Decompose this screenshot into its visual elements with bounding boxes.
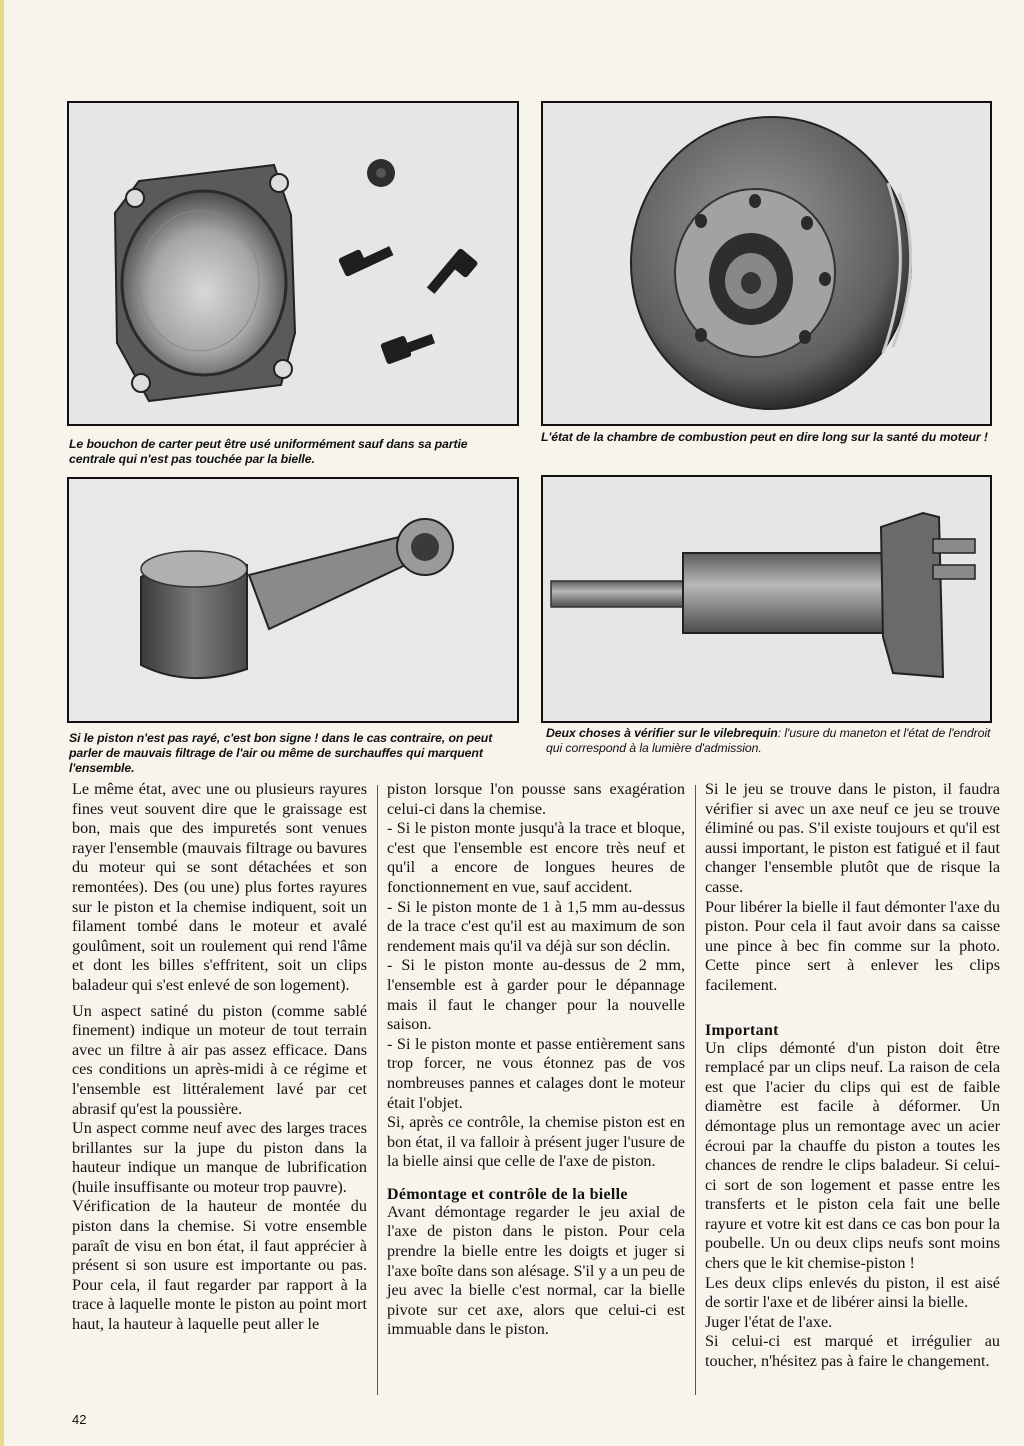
col3-paragraph: Si le jeu se trouve dans le piston, il faudra vérifier si avec un axe neuf ce jeu se trouve éliminé ou pas. S'il existe toujours et qu'il est aussi important, le piston est fatigué et il faut changer l'ensemble plutôt que de risque la casse. <box>705 780 1000 896</box>
article-column-3 <box>705 780 1000 1372</box>
col3-paragraph: Un clips démonté d'un piston doit être remplacé par un clips neuf. La raison de cela est que l'acier du clips qui est de faible diamètre est facile à déformer. Un démontage plus un remontage avec un acier écroui par la chauffe du piston a toutes les chances de rendre le clips baladeur. Si celui-ci sort de son logement et passe entre les transferts et le piston cela fait une belle rayure et votre kit est dans ce cas bon pour la poubelle. Un ou deux clips neufs sont moins chers que le kit chemise-piston ! <box>705 1038 1000 1273</box>
photo-piston-and-rod <box>67 477 519 723</box>
caption-combustion-chamber: L'état de la chambre de combustion peut en dire long sur la santé du moteur ! <box>541 430 988 444</box>
col3-paragraph: Les deux clips enlevés du piston, il est aisé de sortir l'axe et de libérer ainsi la bielle. <box>705 1273 1000 1312</box>
section-heading-important: Important <box>705 1021 779 1039</box>
page-edge <box>0 0 4 1446</box>
caption-crankshaft <box>546 726 994 756</box>
cylinder-cap-illustration <box>69 103 517 424</box>
col2-paragraph: - Si le piston monte et passe entièrement sans trop forcer, ne vous étonnez pas de vos nombreuses pannes et calages dont le moteur était l'objet. <box>387 1034 685 1112</box>
piston-rod-illustration <box>69 479 517 721</box>
crankshaft-illustration <box>543 477 990 721</box>
caption-crankshaft-lead: Deux choses à vérifier sur le vilebrequin <box>546 726 778 740</box>
col1-paragraph: Vérification de la hauteur de montée du piston dans la chemise. Si votre ensemble paraît de visu en bon état, il faut apprécier à présent si son usure est importante ou pas. Pour cela, il faut regarder par rapport à la trace à laquelle monte le piston au point mort haut, la hauteur à laquelle peut aller le <box>72 1197 367 1334</box>
col1-paragraph: Un aspect satiné du piston (comme sablé finement) indique un moteur de tout terrain avec un filtre à air pas assez efficace. Dans ces conditions un après-midi à ce régime et l'ensemble est littéralement lavé par cet abrasif qu'est la poussière. <box>72 1001 367 1118</box>
col2-paragraph: Si, après ce contrôle, la chemise piston est en bon état, il va falloir à présent juger l'usure de la bielle ainsi que celle de l'axe de piston. <box>387 1113 685 1171</box>
page-number: 42 <box>72 1412 87 1427</box>
col1-paragraph: Un aspect comme neuf avec des larges traces brillantes sur la jupe du piston dans la hauteur indique un manque de lubrification (huile insuffisante ou moteur trop pauvre). <box>72 1119 367 1196</box>
col3-paragraph: Si celui-ci est marqué et irrégulier au toucher, n'hésitez pas à faire le changement. <box>705 1332 1000 1371</box>
article-column-1 <box>72 780 367 1335</box>
photo-combustion-chamber <box>541 101 992 426</box>
photo-cylinder-cap-and-screws <box>67 101 519 426</box>
col2-paragraph: - Si le piston monte de 1 à 1,5 mm au-dessus de la trace c'est qu'il est au maximum de son rendement mais qu'il va déjà sur son déclin. <box>387 897 685 955</box>
caption-piston-and-rod: Si le piston n'est pas rayé, c'est bon signe ! dans le cas contraire, on peut parler de mauvais filtrage de l'air ou même de surchauffes qui marquent l'ensemble. <box>69 731 493 775</box>
column-rule-1 <box>377 785 378 1395</box>
column-rule-2 <box>695 785 696 1395</box>
section-heading-demontage: Démontage et contrôle de la bielle <box>387 1185 628 1203</box>
caption-crankshaft-rest: : l'usure du maneton et l'état de l'endroit qui correspond à la lumière d'admission. <box>546 726 991 755</box>
photo-crankshaft <box>541 475 992 723</box>
col2-paragraph: - Si le piston monte jusqu'à la trace et bloque, c'est que l'ensemble est encore très neuf et qu'il a encore de longues heures de fonctionnement en vue, sauf accident. <box>387 819 685 896</box>
col2-paragraph: piston lorsque l'on pousse sans exagération celui-ci dans la chemise. <box>387 780 685 818</box>
col3-paragraph: Juger l'état de l'axe. <box>705 1312 833 1331</box>
article-column-2 <box>387 780 685 1340</box>
col2-paragraph: - Si le piston monte au-dessus de 2 mm, l'ensemble est à garder pour le dépannage mais il faut le changer pour la nouvelle saison. <box>387 956 685 1034</box>
col2-paragraph: Avant démontage regarder le jeu axial de l'axe de piston dans le piston. Pour cela prendre la bielle entre les doigts et juger si l'axe boîte dans son alésage. S'il y a un peu de jeu avec la bielle c'est normal, car la bielle pivote sur cet axe, alors que celui-ci est immuable dans le piston. <box>387 1202 685 1339</box>
col3-paragraph: Pour libérer la bielle il faut démonter l'axe du piston. Pour cela il faut avoir dans sa caisse une pince à bec fin comme sur la photo. Cette pince sert à enlever les clips facilement. <box>705 897 1000 994</box>
col1-paragraph: Le même état, avec une ou plusieurs rayures fines veut souvent dire que le graissage est bon, mais que des impuretés sont venues rayer l'ensemble (mauvais filtrage ou bavures du moteur qui se sont détachées et son remontées). Des (ou une) plus fortes rayures sur le piston et la chemise indiquent, soit un filament tombé dans le moteur et avalé goulûment, soit un roulement qui rend l'âme et dont les billes s'effritent, soit un clips baladeur qui s'est enlevé de son logement). <box>72 780 367 994</box>
combustion-chamber-illustration <box>543 103 990 424</box>
caption-cylinder-cap: Le bouchon de carter peut être usé uniformément sauf dans sa partie centrale qui n'est pas touchée par la bielle. <box>69 437 468 466</box>
